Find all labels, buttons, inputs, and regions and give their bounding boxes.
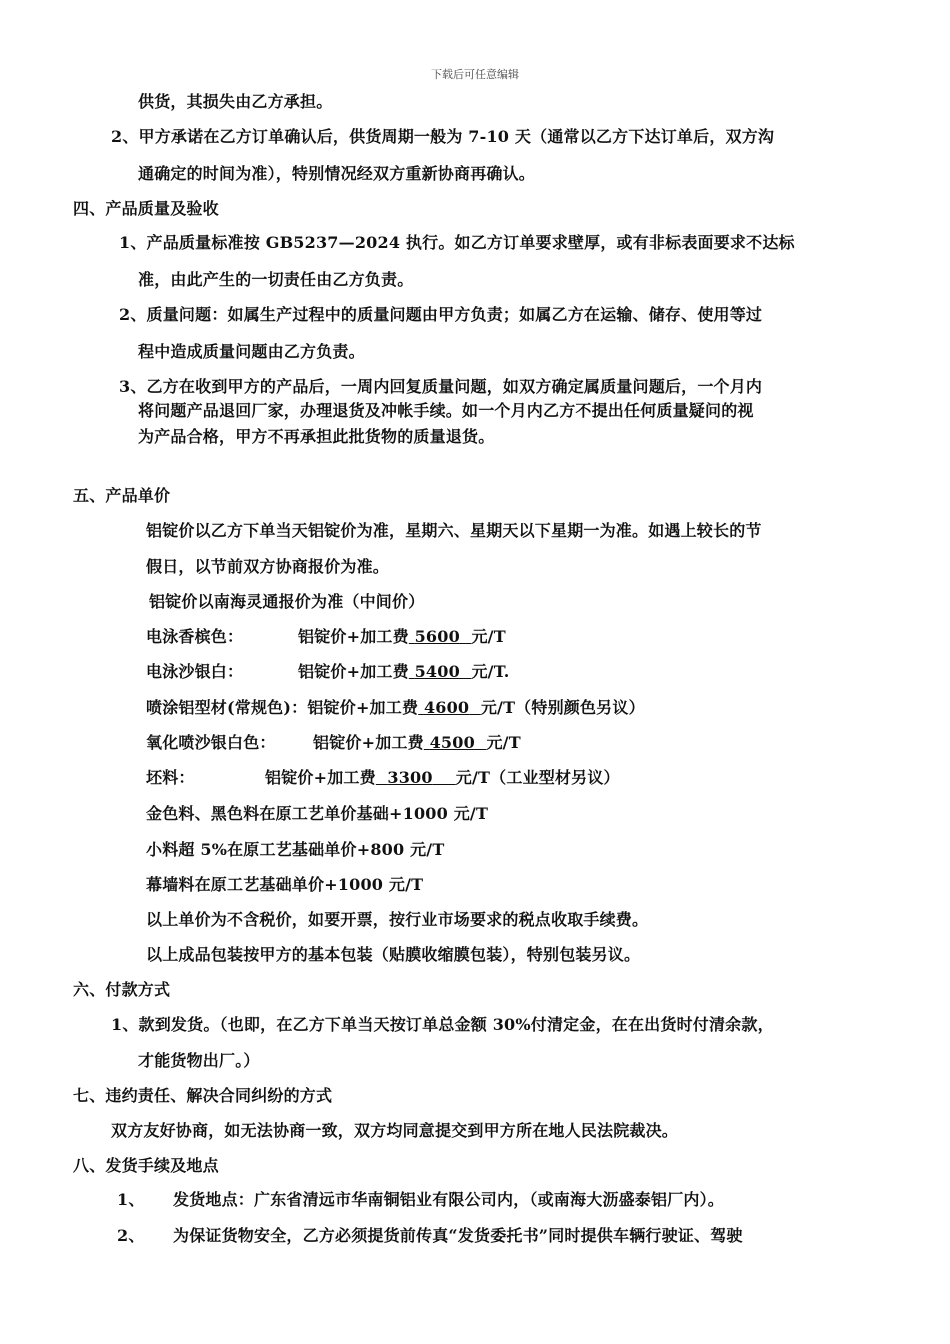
paragraph-line: 以上成品包装按甲方的基本包装（贴膜收缩膜包装），特别包装另议。 bbox=[146, 945, 641, 964]
paragraph-line: 假日，以节前双方协商报价为准。 bbox=[146, 557, 390, 576]
section-heading: 五、产品单价 bbox=[73, 486, 171, 505]
price-item-name: 喷涂铝型材(常规色)： bbox=[146, 698, 308, 717]
price-unit: 元/T. bbox=[471, 662, 510, 681]
price-line bbox=[146, 767, 195, 789]
paragraph-line: 才能货物出厂。） bbox=[138, 1051, 260, 1070]
price-value: 4500 bbox=[429, 733, 475, 752]
price-formula bbox=[265, 767, 620, 789]
paragraph-line: 为保证货物安全，乙方必须提货前传真“发货委托书”同时提供车辆行驶证、驾驶 bbox=[173, 1226, 743, 1245]
paragraph-line: 幕墙料在原工艺基础单价+1000 元/T bbox=[146, 875, 424, 894]
paragraph-line: 1、款到发货。（也即，在乙方下单当天按订单总金额 30%付清定金，在在出货时付清余款， bbox=[111, 1015, 774, 1034]
paragraph-line: 供货，其损失由乙方承担。 bbox=[138, 92, 333, 111]
price-line bbox=[146, 732, 276, 754]
paragraph-line: 2、甲方承诺在乙方订单确认后，供货周期一般为 7-10 天（通常以乙方下达订单后，双方沟 bbox=[111, 127, 775, 146]
paragraph-line: 小料超 5%在原工艺基础单价+800 元/T bbox=[146, 840, 445, 859]
paragraph-line: 铝锭价以乙方下单当天铝锭价为准，星期六、星期天以下星期一为准。如遇上较长的节 bbox=[146, 521, 762, 540]
price-formula-text: 铝锭价+加工费 bbox=[313, 733, 424, 752]
section-heading: 六、付款方式 bbox=[73, 980, 171, 999]
paragraph-line: 将问题产品退回厂家，办理退货及冲帐手续。如一个月内乙方不提出任何质量疑问的视 bbox=[138, 401, 754, 420]
price-value: 5600 bbox=[414, 627, 460, 646]
paragraph-line: 以上单价为不含税价，如要开票，按行业市场要求的税点收取手续费。 bbox=[146, 910, 649, 929]
list-number: 2、 bbox=[117, 1226, 145, 1245]
price-line bbox=[146, 626, 243, 648]
price-formula-text: 铝锭价+加工费 bbox=[307, 698, 419, 717]
section-heading: 四、产品质量及验收 bbox=[73, 199, 219, 218]
price-formula-text: 铝锭价+加工费 bbox=[298, 662, 409, 681]
paragraph-line: 1、产品质量标准按 GB5237—2024 执行。如乙方订单要求壁厚，或有非标表面要求不达标 bbox=[119, 233, 795, 252]
section-heading: 八、发货手续及地点 bbox=[73, 1156, 219, 1175]
paragraph-line: 为产品合格，甲方不再承担此批货物的质量退货。 bbox=[138, 427, 495, 446]
price-item-name: 电泳香槟色： bbox=[146, 627, 244, 646]
price-unit: 元/T bbox=[471, 627, 506, 646]
paragraph-line: 通确定的时间为准），特别情况经双方重新协商再确认。 bbox=[138, 164, 536, 183]
price-item-name: 坯料： bbox=[146, 768, 195, 787]
paragraph-line: 3、乙方在收到甲方的产品后，一周内回复质量问题，如双方确定属质量问题后，一个月内 bbox=[119, 377, 763, 396]
paragraph-line: 铝锭价以南海灵通报价为准（中间价） bbox=[149, 592, 425, 611]
price-unit: 元/T bbox=[486, 733, 521, 752]
paragraph-line: 发货地点：广东省清远市华南铜铝业有限公司内，（或南海大沥盛泰铝厂内）。 bbox=[173, 1190, 725, 1209]
price-unit: 元/T（工业型材另议） bbox=[455, 768, 620, 787]
price-value: 3300 bbox=[387, 768, 433, 787]
paragraph-line: 金色料、黑色料在原工艺单价基础+1000 元/T bbox=[146, 804, 489, 823]
price-formula bbox=[298, 626, 506, 648]
price-item-name: 电泳沙银白： bbox=[146, 662, 244, 681]
price-formula bbox=[313, 732, 521, 754]
price-value: 4600 bbox=[423, 698, 470, 717]
paragraph-line: 程中造成质量问题由乙方负责。 bbox=[138, 342, 365, 361]
price-item-name: 氧化喷沙银白色： bbox=[146, 733, 276, 752]
price-formula-text: 铝锭价+加工费 bbox=[298, 627, 409, 646]
paragraph-line: 准，由此产生的一切责任由乙方负责。 bbox=[138, 270, 414, 289]
list-number: 1、 bbox=[117, 1190, 145, 1209]
section-heading: 七、违约责任、解决合同纠纷的方式 bbox=[73, 1086, 333, 1105]
price-formula-text: 铝锭价+加工费 bbox=[265, 768, 376, 787]
paragraph-line: 2、质量问题：如属生产过程中的质量问题由甲方负责；如属乙方在运输、储存、使用等过 bbox=[119, 305, 763, 324]
price-value: 5400 bbox=[414, 662, 460, 681]
page-header: 下载后可任意编辑 bbox=[431, 68, 519, 81]
price-formula bbox=[298, 661, 510, 683]
price-line bbox=[146, 697, 645, 719]
paragraph-line: 双方友好协商，如无法协商一致，双方均同意提交到甲方所在地人民法院裁决。 bbox=[111, 1121, 679, 1140]
price-unit: 元/T（特别颜色另议） bbox=[480, 698, 645, 717]
price-line bbox=[146, 661, 243, 683]
